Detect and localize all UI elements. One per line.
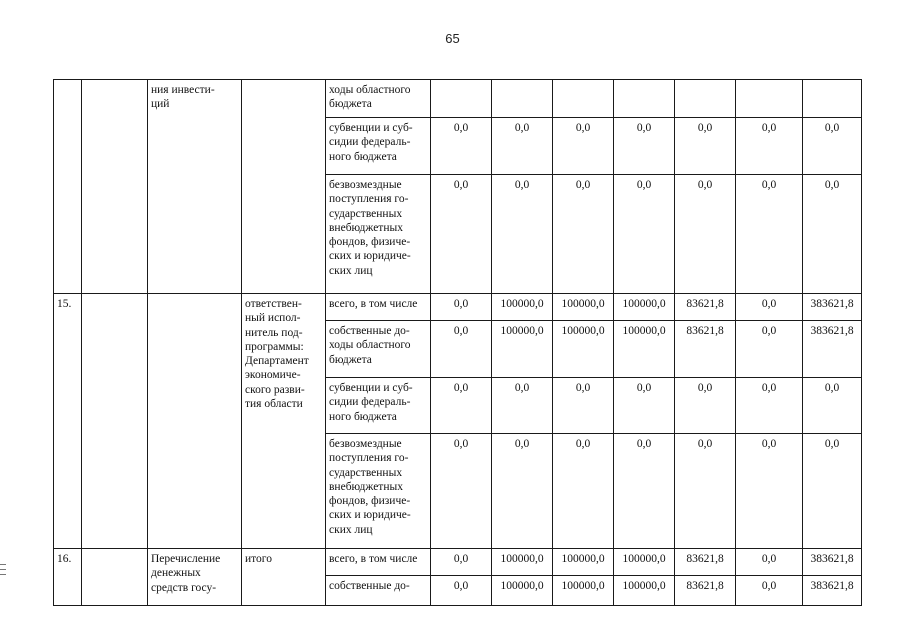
program-name-cell: Перечисление денежных средств госу- — [148, 549, 242, 606]
amount-cell: 0,0 — [614, 434, 675, 549]
amount-cell: 83621,8 — [675, 549, 736, 576]
amount-cell: 0,0 — [736, 378, 803, 434]
table-row — [54, 80, 862, 118]
amount-cell: 0,0 — [431, 434, 492, 549]
amount-cell: 0,0 — [803, 378, 862, 434]
funding-source-cell: собственные до- — [326, 576, 431, 606]
amount-cell: 383621,8 — [803, 321, 862, 378]
amount-cell: 100000,0 — [614, 294, 675, 321]
program-name-cell: ния инвести- ций — [148, 80, 242, 294]
amount-cell: 83621,8 — [675, 294, 736, 321]
amount-cell — [492, 80, 553, 118]
amount-cell: 0,0 — [553, 118, 614, 175]
funding-source-cell: ходы областного бюджета — [326, 80, 431, 118]
amount-cell: 100000,0 — [614, 321, 675, 378]
amount-cell: 0,0 — [736, 175, 803, 294]
amount-cell — [675, 80, 736, 118]
executor-cell: итого — [242, 549, 326, 606]
amount-cell: 100000,0 — [553, 549, 614, 576]
amount-cell: 100000,0 — [553, 321, 614, 378]
amount-cell: 0,0 — [431, 175, 492, 294]
amount-cell: 0,0 — [675, 118, 736, 175]
funding-source-cell: собственные до- ходы областного бюджета — [326, 321, 431, 378]
amount-cell: 0,0 — [553, 175, 614, 294]
amount-cell: 100000,0 — [492, 294, 553, 321]
amount-cell: 83621,8 — [675, 576, 736, 606]
amount-cell: 0,0 — [736, 118, 803, 175]
amount-cell: 0,0 — [431, 378, 492, 434]
budget-table — [53, 79, 862, 606]
funding-source-cell: безвозмездные поступления го- сударственных внебюджетных фондов, физиче- ских и юридиче- ских лиц — [326, 175, 431, 294]
executor-cell: ответствен- ный испол- нитель под- программы: Департамент экономиче- ского разви- тия области — [242, 294, 326, 549]
amount-cell: 100000,0 — [614, 576, 675, 606]
amount-cell: 0,0 — [675, 175, 736, 294]
amount-cell: 0,0 — [736, 321, 803, 378]
amount-cell: 100000,0 — [492, 321, 553, 378]
amount-cell: 100000,0 — [553, 576, 614, 606]
amount-cell: 0,0 — [803, 175, 862, 294]
amount-cell: 0,0 — [614, 378, 675, 434]
row-number-cell: 16. — [54, 549, 82, 606]
blank-cell — [82, 294, 148, 549]
amount-cell: 0,0 — [553, 378, 614, 434]
amount-cell: 0,0 — [553, 434, 614, 549]
amount-cell: 100000,0 — [492, 549, 553, 576]
row-number-cell: 15. — [54, 294, 82, 549]
amount-cell: 0,0 — [803, 434, 862, 549]
funding-source-cell: безвозмездные поступления го- сударственных внебюджетных фондов, физиче- ских и юридиче- ских лиц — [326, 434, 431, 549]
program-name-cell — [148, 294, 242, 549]
amount-cell: 383621,8 — [803, 294, 862, 321]
amount-cell: 100000,0 — [553, 294, 614, 321]
blank-cell — [82, 80, 148, 294]
page-number: 65 — [445, 31, 460, 46]
table-row — [54, 549, 862, 576]
amount-cell: 0,0 — [431, 321, 492, 378]
amount-cell — [803, 80, 862, 118]
table-row — [54, 294, 862, 321]
amount-cell: 100000,0 — [492, 576, 553, 606]
amount-cell: 0,0 — [492, 378, 553, 434]
amount-cell: 83621,8 — [675, 321, 736, 378]
funding-source-cell: субвенции и суб- сидии федераль- ного бюджета — [326, 118, 431, 175]
amount-cell — [431, 80, 492, 118]
amount-cell: 0,0 — [675, 434, 736, 549]
blank-cell — [82, 549, 148, 606]
amount-cell: 0,0 — [803, 118, 862, 175]
amount-cell: 0,0 — [431, 576, 492, 606]
amount-cell — [614, 80, 675, 118]
amount-cell: 0,0 — [736, 549, 803, 576]
amount-cell: 0,0 — [736, 576, 803, 606]
amount-cell: 0,0 — [736, 434, 803, 549]
amount-cell: 0,0 — [614, 175, 675, 294]
row-number-cell — [54, 80, 82, 294]
funding-source-cell: субвенции и суб- сидии федераль- ного бюджета — [326, 378, 431, 434]
funding-source-cell: всего, в том числе — [326, 294, 431, 321]
amount-cell: 100000,0 — [614, 549, 675, 576]
funding-source-cell: всего, в том числе — [326, 549, 431, 576]
amount-cell: 0,0 — [492, 118, 553, 175]
executor-cell — [242, 80, 326, 294]
amount-cell — [553, 80, 614, 118]
amount-cell: 0,0 — [431, 118, 492, 175]
amount-cell: 0,0 — [736, 294, 803, 321]
amount-cell: 383621,8 — [803, 576, 862, 606]
amount-cell: 0,0 — [614, 118, 675, 175]
amount-cell: 0,0 — [675, 378, 736, 434]
amount-cell: 0,0 — [492, 434, 553, 549]
amount-cell — [736, 80, 803, 118]
amount-cell: 0,0 — [431, 549, 492, 576]
amount-cell: 0,0 — [431, 294, 492, 321]
amount-cell: 0,0 — [492, 175, 553, 294]
amount-cell: 383621,8 — [803, 549, 862, 576]
scan-margin-marks — [0, 560, 8, 590]
